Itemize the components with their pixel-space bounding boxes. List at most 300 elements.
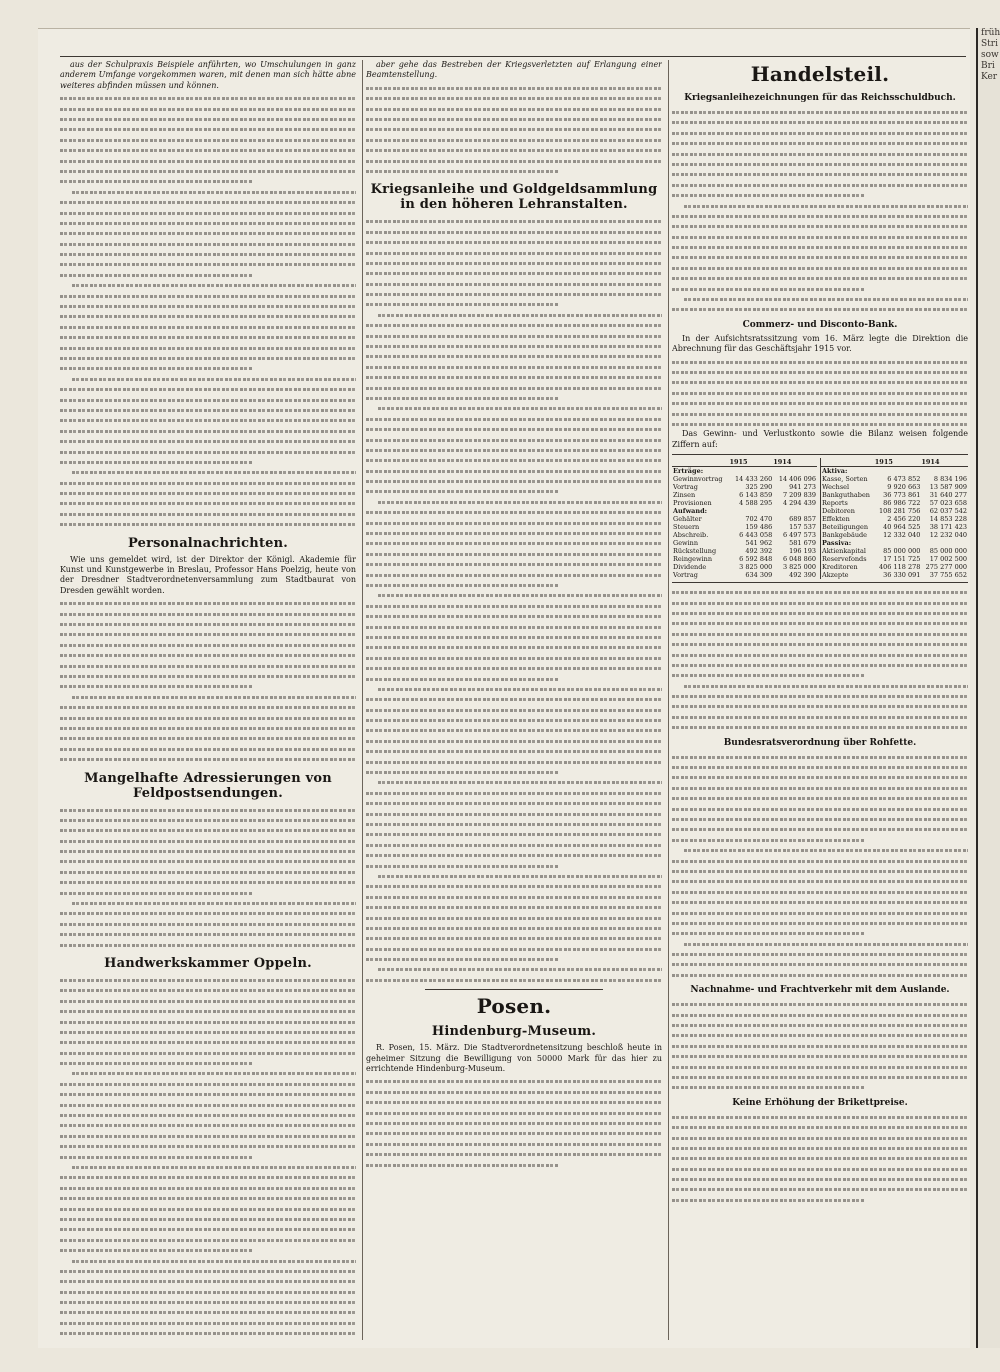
text-line bbox=[60, 681, 356, 691]
text-line bbox=[366, 466, 662, 476]
text-line bbox=[60, 1027, 356, 1037]
text-line bbox=[672, 814, 968, 824]
bilanz-row bbox=[821, 571, 969, 579]
bilanz-label: Vortrag bbox=[673, 571, 698, 580]
text-line bbox=[60, 1037, 356, 1047]
text-line bbox=[60, 395, 356, 405]
bilanz-label: Steuern bbox=[673, 523, 700, 532]
text-line bbox=[366, 476, 662, 486]
subhead-brikettpreise: Keine Erhöhung der Brikettpreise. bbox=[732, 1097, 908, 1108]
text-line bbox=[366, 1149, 662, 1159]
bilanz-value bbox=[729, 507, 773, 515]
col1-body-text-b bbox=[60, 598, 356, 764]
text-line bbox=[672, 608, 968, 618]
bilanz-label: Zinsen bbox=[673, 491, 696, 500]
text-line bbox=[60, 218, 356, 228]
text-line bbox=[672, 1020, 968, 1030]
text-line bbox=[366, 913, 662, 923]
text-line bbox=[366, 114, 662, 124]
heading-hindenburg-museum: Hindenburg-Museum. bbox=[431, 1024, 597, 1040]
text-line bbox=[60, 1048, 356, 1058]
text-line bbox=[366, 757, 662, 767]
text-line bbox=[60, 93, 356, 103]
text-line bbox=[672, 1051, 968, 1061]
text-line bbox=[60, 1204, 356, 1214]
text-line bbox=[366, 497, 662, 507]
text-line bbox=[60, 754, 356, 764]
text-line bbox=[366, 1108, 662, 1118]
col3-body-text-c bbox=[672, 587, 968, 732]
bilanz-label: Effekten bbox=[822, 515, 850, 524]
text-line bbox=[672, 117, 968, 127]
column-rule-1 bbox=[362, 60, 363, 1340]
text-line bbox=[60, 488, 356, 498]
text-line bbox=[366, 653, 662, 663]
heading-handelsteil: Handelsteil. bbox=[750, 62, 890, 86]
text-line bbox=[366, 590, 662, 600]
text-line bbox=[672, 159, 968, 169]
text-line bbox=[60, 363, 356, 373]
text-line bbox=[672, 681, 968, 691]
bilanz-label: Passiva: bbox=[822, 539, 852, 548]
bilanz-value bbox=[729, 467, 773, 476]
bilanz-row bbox=[672, 515, 817, 523]
text-line bbox=[366, 632, 662, 642]
bilanz-value: 941 273 bbox=[789, 483, 817, 492]
text-line bbox=[60, 509, 356, 519]
text-line bbox=[60, 301, 356, 311]
text-line bbox=[672, 762, 968, 772]
bilanz-label: Reservefonds bbox=[822, 555, 867, 564]
bilanz-value: 689 857 bbox=[789, 515, 817, 524]
text-line bbox=[672, 618, 968, 628]
text-line bbox=[60, 197, 356, 207]
bilanz-value: 2 456 220 bbox=[887, 515, 921, 524]
bilanz-label: Bankgebäude bbox=[822, 531, 868, 540]
text-line bbox=[366, 528, 662, 538]
text-line bbox=[366, 310, 662, 320]
bilanz-right-table bbox=[820, 458, 968, 579]
col2-body-text-c bbox=[366, 1076, 662, 1170]
bilanz-value: 17 002 500 bbox=[929, 555, 967, 564]
bilanz-value: 325 290 bbox=[745, 483, 773, 492]
text-line bbox=[672, 367, 968, 377]
text-line bbox=[60, 156, 356, 166]
bilanz-row bbox=[821, 467, 969, 476]
text-line bbox=[366, 767, 662, 777]
text-line bbox=[366, 975, 662, 985]
year-1914: 1914 bbox=[773, 458, 817, 467]
bilanz-value: 17 151 725 bbox=[883, 555, 921, 564]
text-line bbox=[366, 1160, 662, 1170]
text-line bbox=[60, 1328, 356, 1338]
bilanz-value: 4 588 295 bbox=[739, 499, 773, 508]
text-line bbox=[366, 435, 662, 445]
text-line bbox=[366, 809, 662, 819]
text-line bbox=[672, 149, 968, 159]
text-line bbox=[366, 1139, 662, 1149]
text-line bbox=[672, 639, 968, 649]
bilanz-value: 157 537 bbox=[789, 523, 817, 532]
bilanz-value: 13 587 909 bbox=[929, 483, 967, 492]
bilanz-value: 581 679 bbox=[789, 539, 817, 548]
text-line bbox=[60, 114, 356, 124]
text-line bbox=[60, 975, 356, 985]
text-line bbox=[366, 258, 662, 268]
text-line bbox=[60, 877, 356, 887]
text-line bbox=[60, 259, 356, 269]
text-line bbox=[672, 876, 968, 886]
bilanz-value: 40 964 525 bbox=[883, 523, 921, 532]
text-line bbox=[366, 403, 662, 413]
text-line bbox=[60, 239, 356, 249]
text-line bbox=[672, 1164, 968, 1174]
text-line bbox=[366, 923, 662, 933]
bilanz-row bbox=[821, 499, 969, 507]
text-line bbox=[60, 332, 356, 342]
text-line bbox=[366, 424, 662, 434]
text-line bbox=[366, 341, 662, 351]
bilanz-row bbox=[672, 563, 817, 571]
text-line bbox=[60, 929, 356, 939]
bilanz-row bbox=[821, 539, 969, 547]
top-rule bbox=[60, 56, 966, 57]
text-line bbox=[672, 783, 968, 793]
bilanz-value: 6 473 852 bbox=[887, 475, 921, 484]
text-line bbox=[60, 384, 356, 394]
bilanz-label: Gehälter bbox=[673, 515, 702, 524]
year-1915: 1915 bbox=[875, 458, 922, 467]
text-line bbox=[672, 273, 968, 283]
text-line bbox=[60, 353, 356, 363]
text-line bbox=[60, 650, 356, 660]
year-1915: 1915 bbox=[729, 458, 773, 467]
text-line bbox=[366, 840, 662, 850]
text-line bbox=[672, 128, 968, 138]
text-line bbox=[672, 670, 968, 680]
text-line bbox=[672, 107, 968, 117]
text-line bbox=[366, 549, 662, 559]
text-line bbox=[60, 208, 356, 218]
text-line bbox=[366, 1097, 662, 1107]
text-line bbox=[60, 908, 356, 918]
heading-mangelhafte-adressierungen: Mangelhafte Adressierungen von Feldpostsendungen. bbox=[84, 770, 332, 801]
bilanz-value: 31 640 277 bbox=[929, 491, 967, 500]
text-line bbox=[672, 1041, 968, 1051]
text-line bbox=[366, 362, 662, 372]
text-line bbox=[60, 1172, 356, 1182]
text-line bbox=[60, 1307, 356, 1317]
text-line bbox=[60, 498, 356, 508]
text-line bbox=[60, 846, 356, 856]
text-line bbox=[672, 887, 968, 897]
text-line bbox=[366, 829, 662, 839]
bilanz-label: Aktienkapital bbox=[822, 547, 866, 556]
text-line bbox=[60, 1058, 356, 1068]
text-line bbox=[60, 836, 356, 846]
text-line bbox=[672, 650, 968, 660]
adjacent-page-edge bbox=[976, 28, 1000, 1348]
text-line bbox=[366, 289, 662, 299]
text-line bbox=[60, 619, 356, 629]
col1-body-text-d bbox=[60, 975, 356, 1340]
text-line bbox=[60, 1162, 356, 1172]
posen-first-paragraph: R. Posen, 15. März. Die Stadtverordnetensitzung beschloß heute in geheimer Sitzung die Bewilligung von 50000 Mark für das hier zu errichtende Hindenburg-Museum. bbox=[366, 1043, 662, 1074]
text-line bbox=[672, 908, 968, 918]
text-line bbox=[366, 601, 662, 611]
column-1 bbox=[60, 60, 356, 1340]
bilanz-row bbox=[821, 475, 969, 483]
text-line bbox=[60, 1224, 356, 1234]
bilanz-row bbox=[672, 467, 817, 476]
bilanz-value: 4 294 439 bbox=[782, 499, 817, 508]
text-line bbox=[672, 1184, 968, 1194]
bilanz-value bbox=[921, 539, 968, 547]
text-line bbox=[366, 1118, 662, 1128]
text-line bbox=[672, 357, 968, 367]
heading-posen: Posen. bbox=[476, 994, 552, 1019]
bilanz-row bbox=[672, 571, 817, 579]
text-line bbox=[366, 248, 662, 258]
text-line bbox=[60, 940, 356, 950]
text-line bbox=[366, 156, 662, 166]
bilanz-value: 86 986 722 bbox=[883, 499, 921, 508]
bilanz-label: Aktiva: bbox=[822, 467, 848, 476]
text-line bbox=[672, 1153, 968, 1163]
text-line bbox=[672, 211, 968, 221]
bilanz-value: 541 962 bbox=[745, 539, 773, 548]
bilanz-label: Akzepte bbox=[822, 571, 849, 580]
bilanz-value: 6 143 859 bbox=[739, 491, 773, 500]
col3-body-text-f bbox=[672, 1112, 968, 1206]
text-line bbox=[60, 723, 356, 733]
bilanz-value: 3 825 000 bbox=[782, 563, 817, 572]
text-line bbox=[672, 701, 968, 711]
text-line bbox=[366, 216, 662, 226]
text-line bbox=[366, 1128, 662, 1138]
text-line bbox=[672, 918, 968, 928]
heading-personalnachrichten: Personalnachrichten. bbox=[128, 535, 288, 551]
text-line bbox=[366, 518, 662, 528]
text-line bbox=[60, 1235, 356, 1245]
text-line bbox=[672, 252, 968, 262]
text-line bbox=[60, 815, 356, 825]
bilanz-label: Bankguthaben bbox=[822, 491, 870, 500]
bilanz-value bbox=[875, 539, 922, 547]
text-line bbox=[366, 227, 662, 237]
text-line bbox=[672, 835, 968, 845]
text-line bbox=[366, 145, 662, 155]
section-divider bbox=[425, 989, 603, 990]
bilanz-value: 406 118 278 bbox=[879, 563, 921, 572]
text-line bbox=[366, 104, 662, 114]
bilanz-value: 492 392 bbox=[745, 547, 773, 556]
bilanz-value: 196 193 bbox=[789, 547, 817, 556]
text-line bbox=[672, 804, 968, 814]
text-line bbox=[366, 725, 662, 735]
text-line bbox=[366, 746, 662, 756]
text-line bbox=[366, 507, 662, 517]
text-line bbox=[672, 1010, 968, 1020]
text-line bbox=[60, 805, 356, 815]
bilanz-value: 38 171 423 bbox=[929, 523, 967, 532]
col1-lead-text: aus der Schulpraxis Beispiele anführten, wo Umschulungen in ganz anderem Umfange vorgekommen waren, mit denen man sich hätte abne weiteres abfinden müssen und können. bbox=[60, 60, 356, 90]
text-line bbox=[672, 598, 968, 608]
text-line bbox=[366, 538, 662, 548]
subhead-bundesratsverordnung: Bundesratsverordnung über Rohfette. bbox=[723, 737, 917, 748]
text-line bbox=[672, 1133, 968, 1143]
text-line bbox=[60, 692, 356, 702]
text-line bbox=[366, 570, 662, 580]
bilanz-row bbox=[672, 523, 817, 531]
column-2 bbox=[366, 60, 662, 1340]
text-line bbox=[60, 280, 356, 290]
text-line bbox=[60, 867, 356, 877]
text-line bbox=[672, 1072, 968, 1082]
text-line bbox=[60, 519, 356, 529]
subhead-commerz-disconto: Commerz- und Disconto-Bank. bbox=[742, 319, 898, 330]
text-line bbox=[60, 166, 356, 176]
bilanz-label: Rückstellung bbox=[673, 547, 717, 556]
text-line bbox=[60, 1266, 356, 1276]
bilanz-label: Vortrag bbox=[673, 483, 698, 492]
bilanz-value bbox=[773, 507, 817, 515]
text-line bbox=[672, 856, 968, 866]
text-line bbox=[60, 1017, 356, 1027]
bilanz-row bbox=[672, 539, 817, 547]
text-line bbox=[60, 478, 356, 488]
text-line bbox=[366, 663, 662, 673]
text-line bbox=[366, 954, 662, 964]
text-line bbox=[60, 1141, 356, 1151]
bilanz-value: 14 853 228 bbox=[929, 515, 967, 524]
bilanz-value: 702 470 bbox=[745, 515, 773, 524]
text-line bbox=[60, 405, 356, 415]
text-line bbox=[60, 702, 356, 712]
text-line bbox=[672, 970, 968, 980]
text-line bbox=[60, 1287, 356, 1297]
bilanz-label: Kasse, Sorten bbox=[822, 475, 868, 484]
bilanz-value: 8 834 196 bbox=[933, 475, 967, 484]
bilanz-row bbox=[821, 547, 969, 555]
text-line bbox=[366, 850, 662, 860]
text-line bbox=[60, 1318, 356, 1328]
text-line bbox=[672, 242, 968, 252]
text-line bbox=[366, 372, 662, 382]
bilanz-row bbox=[672, 483, 817, 491]
commerz-first-paragraph: In der Aufsichtsratssitzung vom 16. März legte die Direktion die Abrechnung für das Geschäftsjahr 1915 vor. bbox=[672, 333, 968, 354]
text-line bbox=[672, 419, 968, 429]
bilanz-label: Aufwand: bbox=[673, 507, 708, 516]
text-line bbox=[366, 331, 662, 341]
column-3 bbox=[672, 60, 968, 1340]
text-line bbox=[672, 1082, 968, 1092]
text-line bbox=[672, 660, 968, 670]
text-line bbox=[60, 744, 356, 754]
text-line bbox=[366, 674, 662, 684]
bilanz-label: Kreditoren bbox=[822, 563, 858, 572]
text-line bbox=[672, 388, 968, 398]
text-line bbox=[672, 294, 968, 304]
text-line bbox=[60, 270, 356, 280]
bilanz-left-table bbox=[672, 458, 817, 579]
col3-body-text-e bbox=[672, 999, 968, 1093]
text-line bbox=[366, 237, 662, 247]
text-line bbox=[60, 145, 356, 155]
text-line bbox=[672, 587, 968, 597]
col2-lead-text: aber gehe das Bestreben der Kriegsverletzten auf Erlangung einer Beamtenstellung. bbox=[366, 60, 662, 80]
bilanz-value: 634 309 bbox=[745, 571, 773, 580]
text-line bbox=[60, 415, 356, 425]
text-line bbox=[60, 249, 356, 259]
text-line bbox=[60, 176, 356, 186]
text-line bbox=[60, 1245, 356, 1255]
text-line bbox=[366, 393, 662, 403]
bilanz-row bbox=[672, 555, 817, 563]
text-line bbox=[672, 897, 968, 907]
text-line bbox=[672, 772, 968, 782]
text-line bbox=[60, 609, 356, 619]
text-line bbox=[60, 228, 356, 238]
heading-kriegsanleihe-goldgeld: Kriegsanleihe und Goldgeldsammlung in den höheren Lehranstalten. bbox=[370, 182, 658, 213]
text-line bbox=[366, 320, 662, 330]
text-line bbox=[366, 445, 662, 455]
text-line bbox=[60, 661, 356, 671]
text-line bbox=[672, 180, 968, 190]
text-line bbox=[60, 1006, 356, 1016]
text-line bbox=[60, 1276, 356, 1286]
personal-first-paragraph: Wie uns gemeldet wird, ist der Direktor der Königl. Akademie für Kunst und Kunstgewerbe in Breslau, Professor Hans Poelzig, heute von der Dresdner Stadtverordnetenversammlung zum Stadtbaurat von Dresden gewählt worden. bbox=[60, 554, 356, 595]
text-line bbox=[672, 845, 968, 855]
text-line bbox=[60, 343, 356, 353]
bilanz-label: Debitoren bbox=[822, 507, 855, 516]
text-line bbox=[366, 944, 662, 954]
text-line bbox=[60, 1079, 356, 1089]
column-rule-2 bbox=[668, 60, 669, 1340]
heading-handwerkskammer: Handwerkskammer Oppeln. bbox=[104, 955, 312, 971]
text-line bbox=[366, 124, 662, 134]
bilanz-value: 57 023 658 bbox=[929, 499, 967, 508]
bilanz-row bbox=[672, 491, 817, 499]
text-line bbox=[366, 642, 662, 652]
text-line bbox=[366, 881, 662, 891]
bilanz-value: 6 443 058 bbox=[739, 531, 773, 540]
bilanz-value: 6 048 860 bbox=[782, 555, 817, 564]
adjacent-page-text: früh Stri sow Bri Ker bbox=[981, 28, 1000, 82]
bilanz-value: 275 277 000 bbox=[925, 563, 967, 572]
bilanz-value: 12 332 040 bbox=[883, 531, 921, 540]
bilanz-value bbox=[875, 467, 922, 476]
text-line bbox=[60, 856, 356, 866]
bilanz-value: 159 486 bbox=[745, 523, 773, 532]
text-line bbox=[60, 640, 356, 650]
bilanz-value: 12 232 040 bbox=[929, 531, 967, 540]
text-line bbox=[60, 1120, 356, 1130]
text-line bbox=[60, 825, 356, 835]
text-line bbox=[672, 824, 968, 834]
text-line bbox=[366, 861, 662, 871]
col2-body-text-a bbox=[366, 83, 662, 177]
text-line bbox=[60, 187, 356, 197]
text-line bbox=[366, 455, 662, 465]
text-line bbox=[672, 752, 968, 762]
text-line bbox=[672, 712, 968, 722]
bilanz-label: Dividende bbox=[673, 563, 707, 572]
col1-body-text-c bbox=[60, 805, 356, 950]
text-line bbox=[672, 190, 968, 200]
text-line bbox=[366, 1087, 662, 1097]
text-line bbox=[366, 83, 662, 93]
